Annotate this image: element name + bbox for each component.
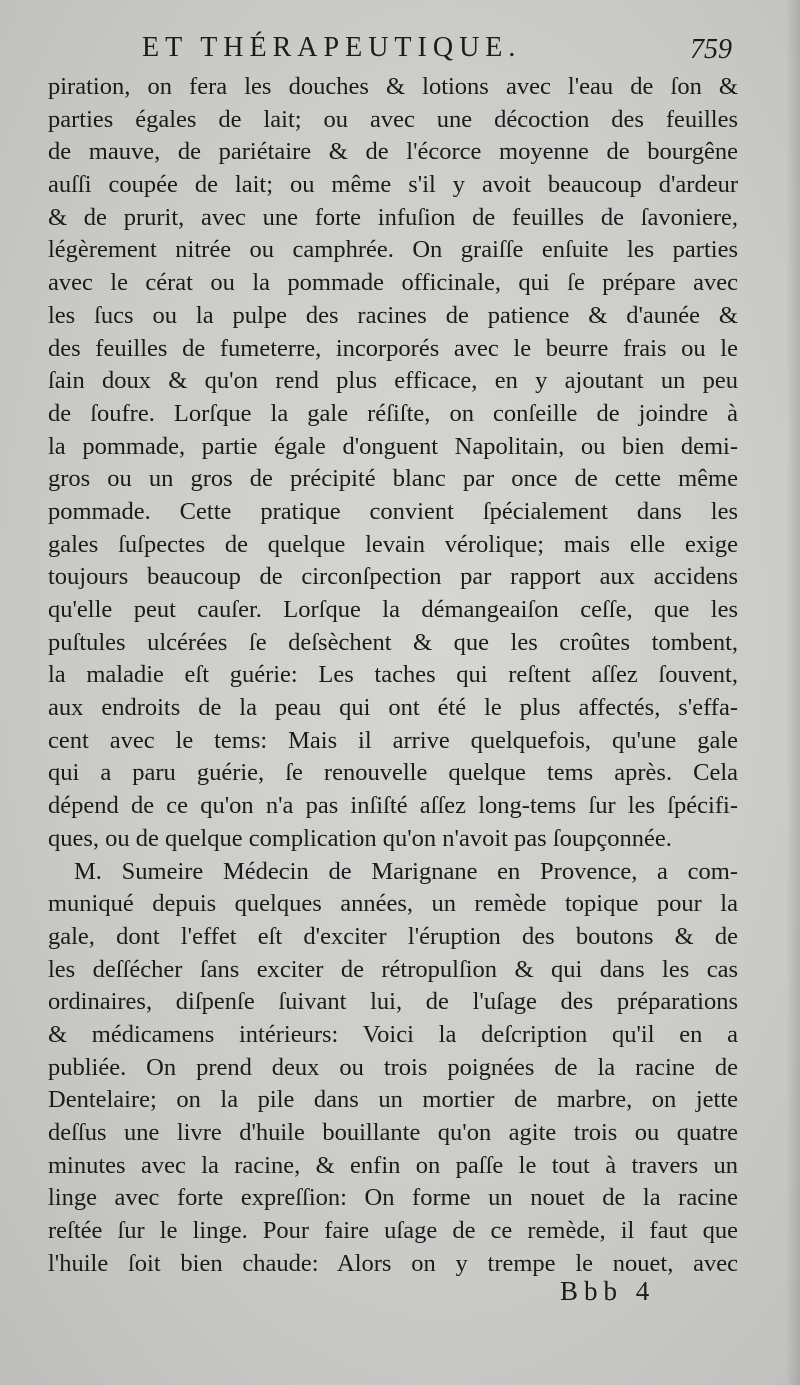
text-line: reſtée ſur le linge. Pour faire uſage de ce remède, il faut que: [48, 1217, 738, 1245]
text-line: deſſus une livre d'huile bouillante qu'on agite trois ou quatre: [48, 1119, 738, 1146]
text-line: piration, on fera les douches & lotions avec l'eau de ſon &: [48, 73, 738, 100]
text-line: la maladie eſt guérie: Les taches qui reſtent aſſez ſouvent,: [48, 661, 738, 689]
text-line: & médicamens intérieurs: Voici la deſcription qu'il en a: [48, 1020, 738, 1048]
text-line: toujours beaucoup de circonſpection par rapport aux accidens: [48, 563, 738, 591]
text-line: linge avec forte expreſſion: On forme un nouet de la racine: [48, 1184, 738, 1212]
text-line: les deſſécher ſans exciter de rétropulſion & qui dans les cas: [48, 955, 738, 983]
running-head: ET THÉRAPEUTIQUE.: [142, 32, 522, 63]
signature-mark: Bbb 4: [560, 1276, 656, 1306]
text-line: qu'elle peut cauſer. Lorſque la démangeaiſon ceſſe, que les: [48, 596, 738, 623]
text-line: aux endroits de la peau qui ont été le plus affectés, s'effa-: [48, 694, 738, 722]
text-line: de mauve, de pariétaire & de l'écorce moyenne de bourgêne: [48, 138, 738, 166]
text-line: qui a paru guérie, ſe renouvelle quelque tems après. Cela: [48, 759, 738, 787]
text-line: la pommade, partie égale d'onguent Napolitain, ou bien demi-: [48, 432, 738, 460]
text-line: auſſi coupée de lait; ou même s'il y avoit beaucoup d'ardeur: [48, 171, 738, 199]
text-line: minutes avec la racine, & enfin on paſſe le tout à travers un: [48, 1151, 738, 1179]
text-line: cent avec le tems: Mais il arrive quelquefois, qu'une gale: [48, 726, 738, 754]
text-line: ſain doux & qu'on rend plus efficace, en y ajoutant un peu: [48, 367, 738, 395]
page-header: [0, 28, 800, 70]
text-line: puſtules ulcérées ſe deſsèchent & que les croûtes tombent,: [48, 628, 738, 656]
text-line: muniqué depuis quelques années, un remède topique pour la: [48, 890, 738, 918]
text-line: des feuilles de fumeterre, incorporés avec le beurre frais ou le: [48, 334, 738, 362]
text-line: publiée. On prend deux ou trois poignées de la racine de: [48, 1053, 738, 1081]
text-line: ordinaires, diſpenſe ſuivant lui, de l'uſage des préparations: [48, 988, 738, 1016]
text-line: l'huile ſoit bien chaude: Alors on y trempe le nouet, avec: [48, 1249, 738, 1277]
text-line: gros ou un gros de précipité blanc par once de cette même: [48, 465, 738, 493]
text-line: & de prurit, avec une forte infuſion de feuilles de ſavoniere,: [48, 203, 738, 231]
text-line: gales ſuſpectes de quelque levain vérolique; mais elle exige: [48, 530, 738, 558]
text-line: de ſoufre. Lorſque la gale réſiſte, on conſeille de joindre à: [48, 399, 738, 427]
text-line: pommade. Cette pratique convient ſpécialement dans les: [48, 497, 738, 525]
text-line: parties égales de lait; ou avec une décoction des feuilles: [48, 105, 738, 133]
text-line: gale, dont l'effet eſt d'exciter l'éruption des boutons & de: [48, 922, 738, 950]
text-line: ques, ou de quelque complication qu'on n'avoit pas ſoupçonnée.: [48, 824, 672, 852]
text-line: les ſucs ou la pulpe des racines de patience & d'aunée &: [48, 301, 738, 329]
text-line: M. Sumeire Médecin de Marignane en Provence, a com-: [74, 857, 738, 885]
text-line: dépend de ce qu'on n'a pas inſiſté aſſez long-tems ſur les ſpécifi-: [48, 792, 738, 820]
text-line: Dentelaire; on la pile dans un mortier de marbre, on jette: [48, 1086, 738, 1114]
body-text: [48, 71, 738, 1280]
text-line: légèrement nitrée ou camphrée. On graiſſe enſuite les parties: [48, 236, 738, 264]
text-line: avec le cérat ou la pommade officinale, qui ſe prépare avec: [48, 269, 738, 297]
page-number: 759: [690, 34, 732, 65]
page-edge-shadow: [786, 0, 800, 1385]
